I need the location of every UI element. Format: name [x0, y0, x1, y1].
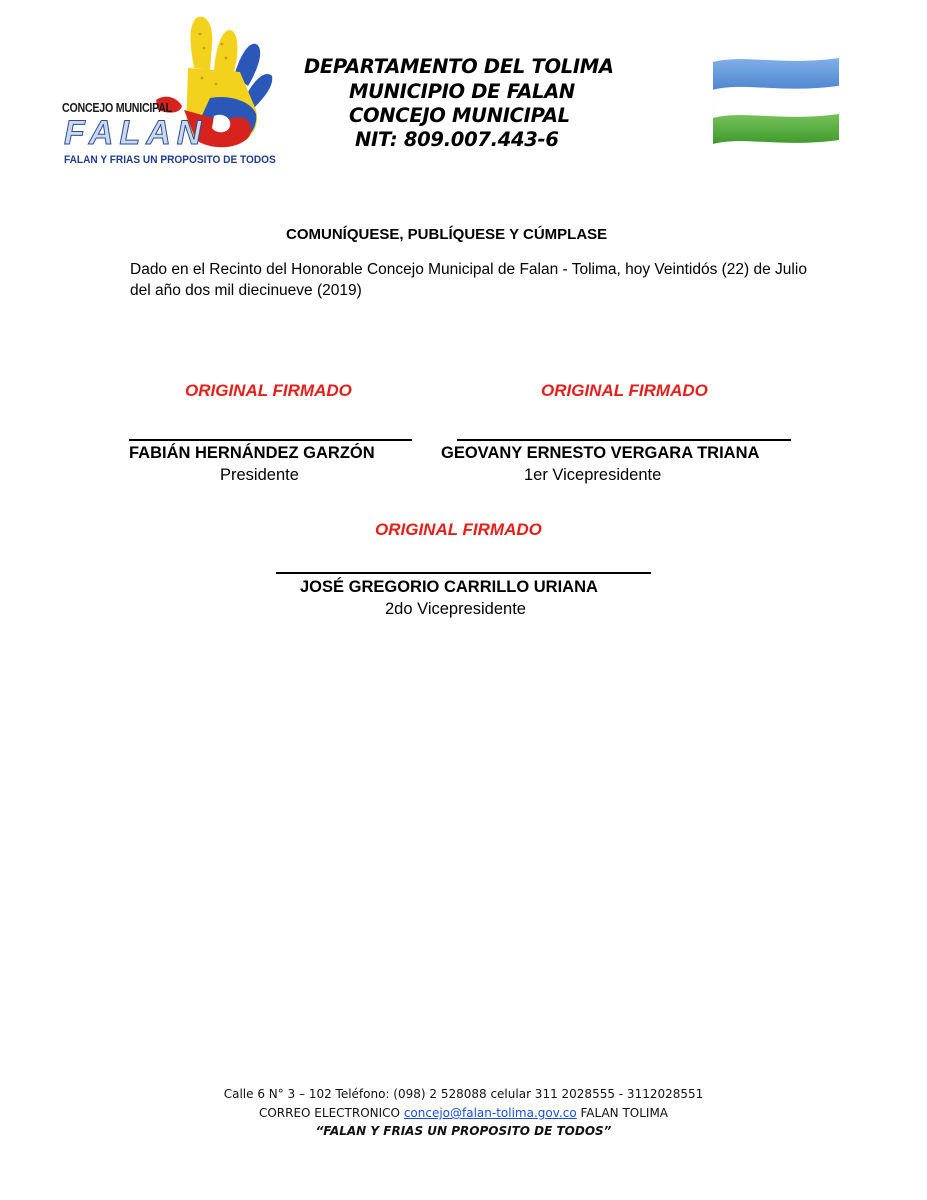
signatory-role: Presidente	[220, 466, 299, 484]
signature-line	[276, 572, 651, 574]
signatory-role: 1er Vicepresidente	[524, 466, 662, 484]
falan-flag	[713, 56, 839, 144]
closing-paragraph: Dado en el Recinto del Honorable Concejo Municipal de Falan - Tolima, hoy Veintidós (22) de Julio del año dos mil diecinueve (2019)	[130, 261, 807, 299]
footer-email-link[interactable]: concejo@falan-tolima.gov.co	[403, 1106, 577, 1120]
footer-address: Calle 6 N° 3 – 102 Teléfono: (098) 2 528088 celular 311 2028555 - 3112028551	[223, 1087, 704, 1101]
footer-contact	[0, 1106, 927, 1120]
signature-stamp: ORIGINAL FIRMADO	[185, 381, 352, 400]
signatory-role: 2do Vicepresidente	[385, 600, 526, 618]
signature-stamp: ORIGINAL FIRMADO	[375, 520, 542, 539]
logo-wordmark: FALAN	[64, 114, 208, 152]
closing-heading: COMUNÍQUESE, PUBLÍQUESE Y CÚMPLASE	[286, 226, 608, 243]
footer-email-prefix: CORREO ELECTRONICO	[258, 1106, 404, 1120]
logo-motto: FALAN Y FRIAS UN PROPOSITO DE TODOS	[64, 154, 276, 166]
logo-title: CONCEJO MUNICIPAL	[62, 100, 172, 115]
signature-line	[129, 439, 412, 441]
signatory-name: FABIÁN HERNÁNDEZ GARZÓN	[129, 444, 375, 462]
concejo-logo	[60, 14, 275, 169]
footer-motto: “FALAN Y FRIAS UN PROPOSITO DE TODOS”	[315, 1124, 612, 1138]
flag-icon	[713, 56, 839, 144]
header-council: CONCEJO MUNICIPAL	[349, 104, 570, 127]
header-nit: NIT: 809.007.443-6	[355, 128, 559, 151]
header-department: DEPARTAMENTO DEL TOLIMA	[304, 55, 614, 78]
signature-stamp: ORIGINAL FIRMADO	[541, 381, 708, 400]
signatory-name: GEOVANY ERNESTO VERGARA TRIANA	[441, 444, 760, 462]
header-municipality: MUNICIPIO DE FALAN	[349, 80, 575, 103]
signature-line	[457, 439, 791, 441]
footer-email-suffix: FALAN TOLIMA	[576, 1106, 669, 1120]
signatory-name: JOSÉ GREGORIO CARRILLO URIANA	[300, 578, 598, 596]
